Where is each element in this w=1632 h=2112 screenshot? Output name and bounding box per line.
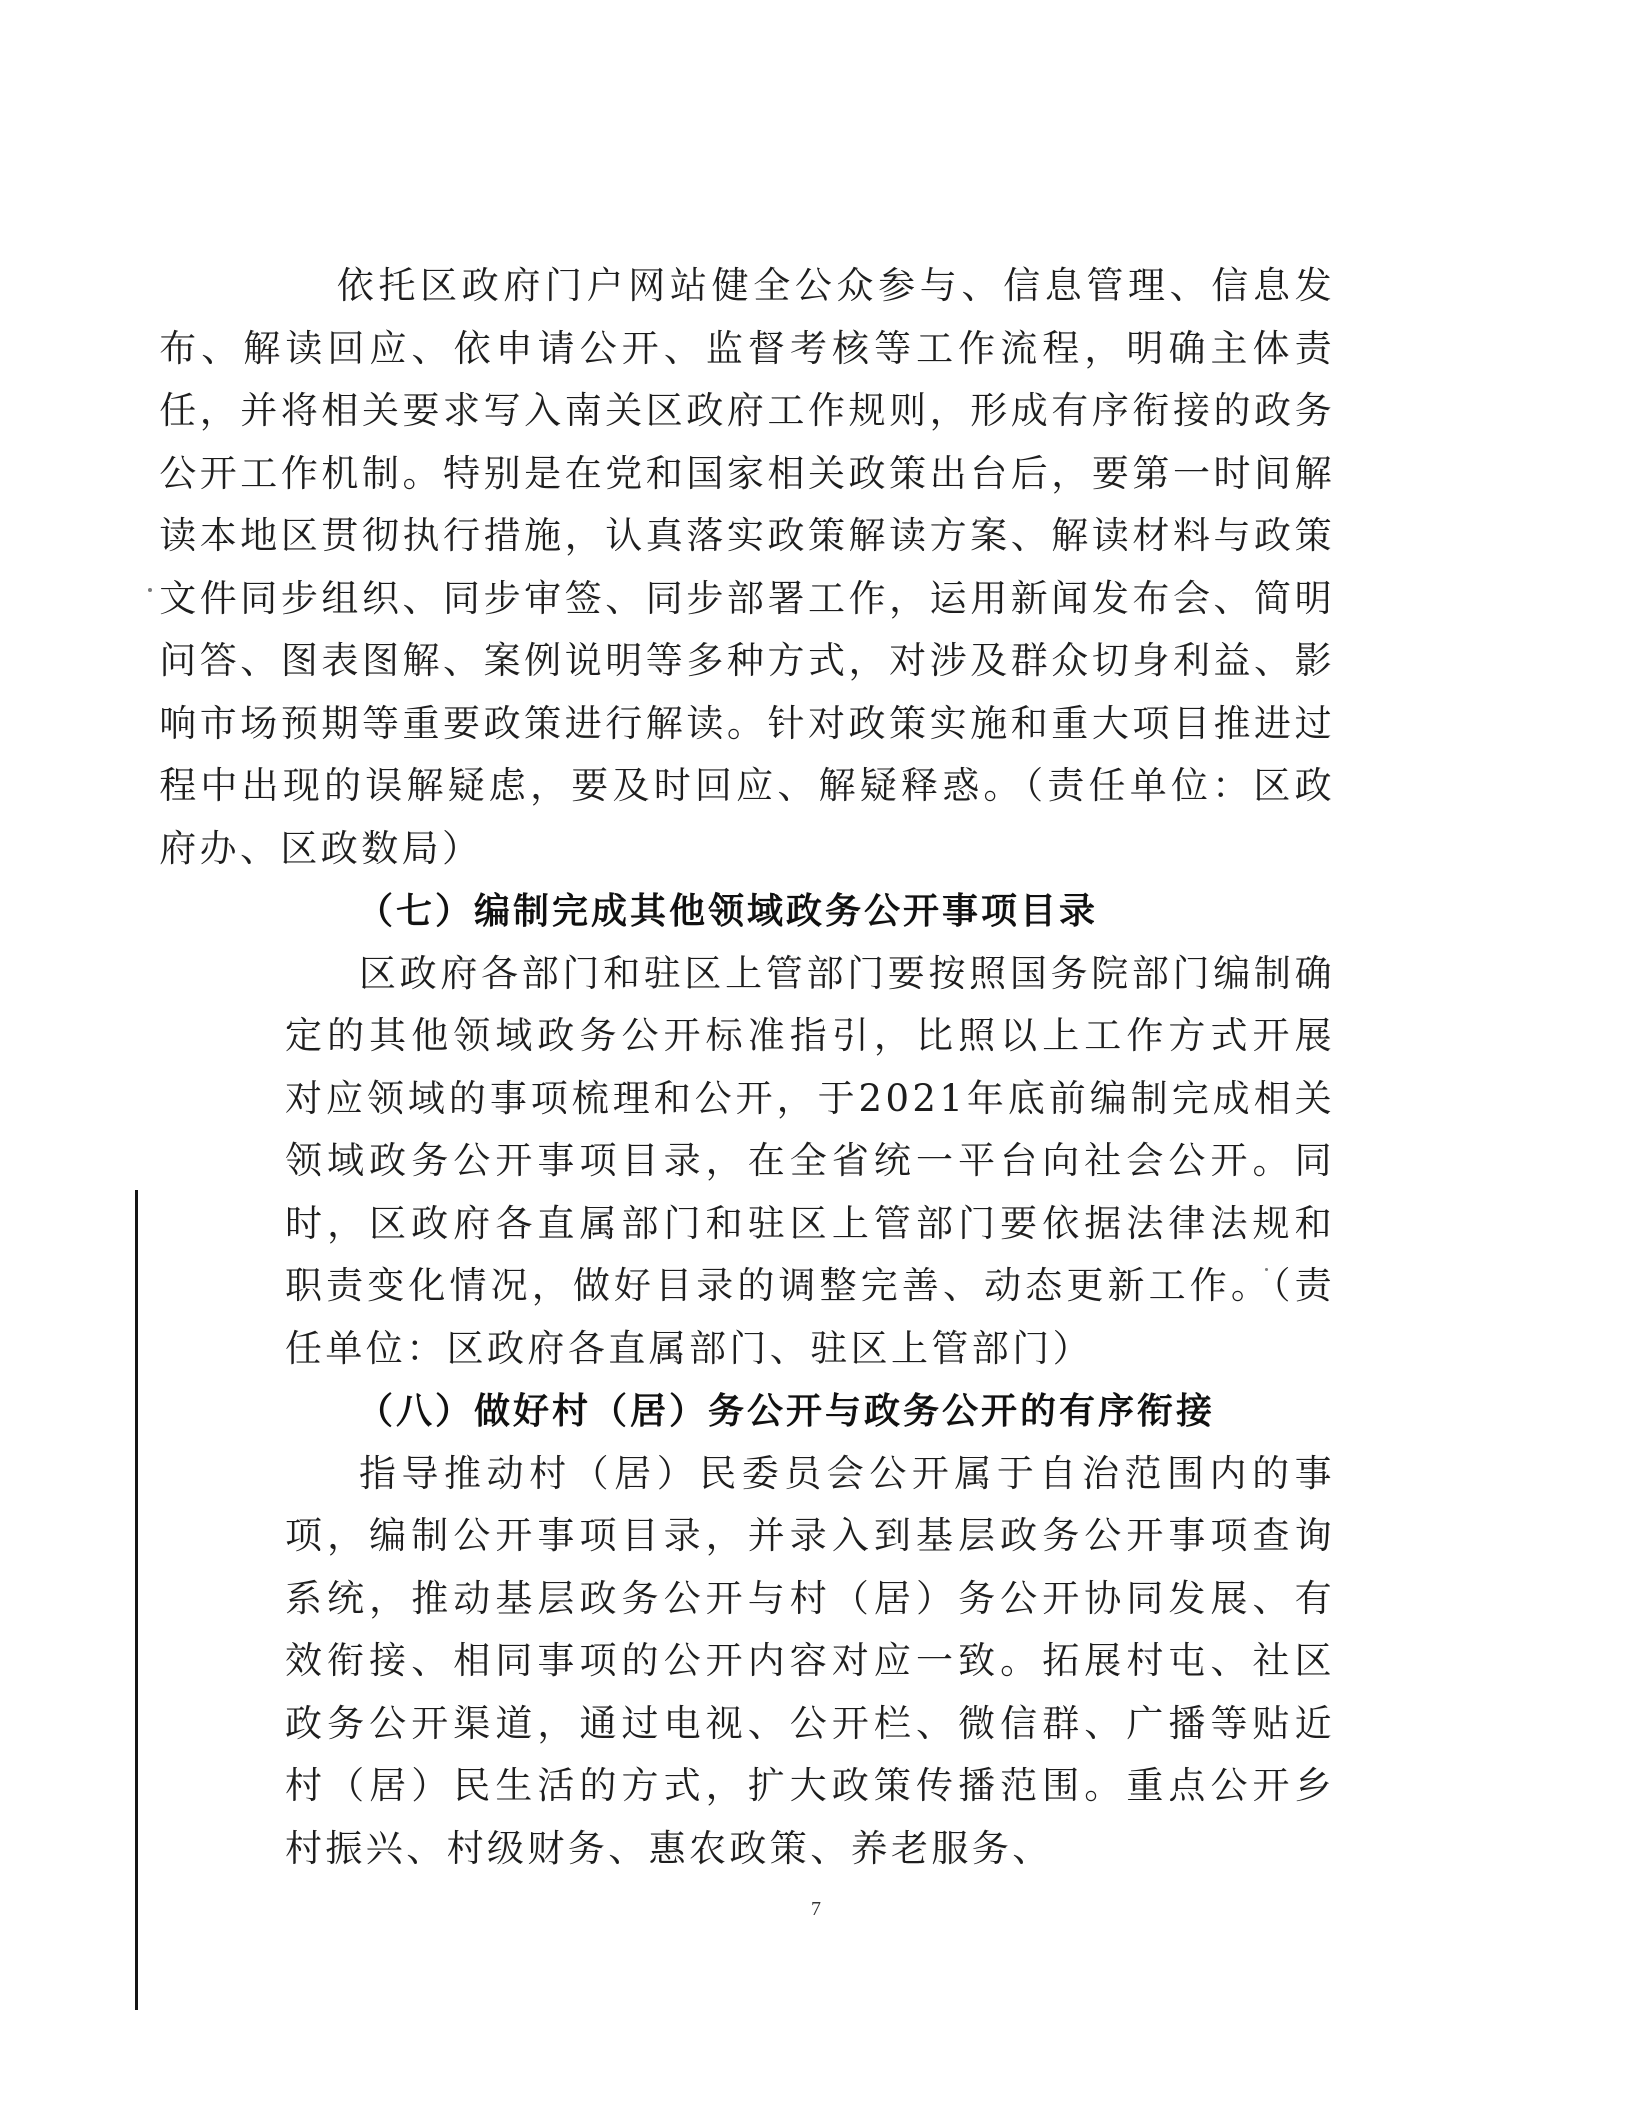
scan-speck xyxy=(148,588,152,592)
paragraph-body: 依托区政府门户网站健全公众参与、信息管理、信息发布、解读回应、依申请公开、监督考核等工作流程，明确主体责任，并将相关要求写入南关区政府工作规则，形成有序衔接的政务公开工作机制。特别是在党和国家相关政策出台后，要第一时间解读本地区贯彻执行措施，认真落实政策解读方案、解读材料与政策文件同步组织、同步审签、同步部署工作，运用新闻发布会、简明问答、图表图解、案例说明等多种方式，对涉及群众切身利益、影响市场预期等重要政策进行解读。针对政策实施和重大项目推进过程中出现的误解疑虑，要及时回应、解疑释惑。（责任单位：区政府办、区政数局） xyxy=(159,264,1335,870)
page-number: 7 xyxy=(811,1898,821,1920)
section-heading: （七）编制完成其他领域政务公开事项目录 xyxy=(357,890,1099,932)
paragraph-body: 区政府各部门和驻区上管部门要按照国务院部门编制确定的其他领域政务公开标准指引，比照以上工作方式开展对应领域的事项梳理和公开，于2021年底前编制完成相关领域政务公开事项目录，在全省统一平台向社会公开。同时，区政府各直属部门和驻区上管部门要依据法律法规和职责变化情况，做好目录的调整完善、动态更新工作。（责任单位：区政府各直属部门、驻区上管部门） xyxy=(285,951,1335,1370)
section-heading: （八）做好村（居）务公开与政务公开的有序衔接 xyxy=(357,1390,1216,1432)
paragraph-body: 指导推动村（居）民委员会公开属于自治范围内的事项，编制公开事项目录，并录入到基层政务公开事项查询系统，推动基层政务公开与村（居）务公开协同发展、有效衔接、相同事项的公开内容对应一致。拓展村屯、社区政务公开渠道，通过电视、公开栏、微信群、广播等贴近村（居）民生活的方式，扩大政策传播范围。重点公开乡村振兴、村级财务、惠农政策、养老服务、 xyxy=(285,1451,1335,1870)
scan-edge-line xyxy=(135,1190,138,2010)
document-body xyxy=(159,255,1335,1880)
